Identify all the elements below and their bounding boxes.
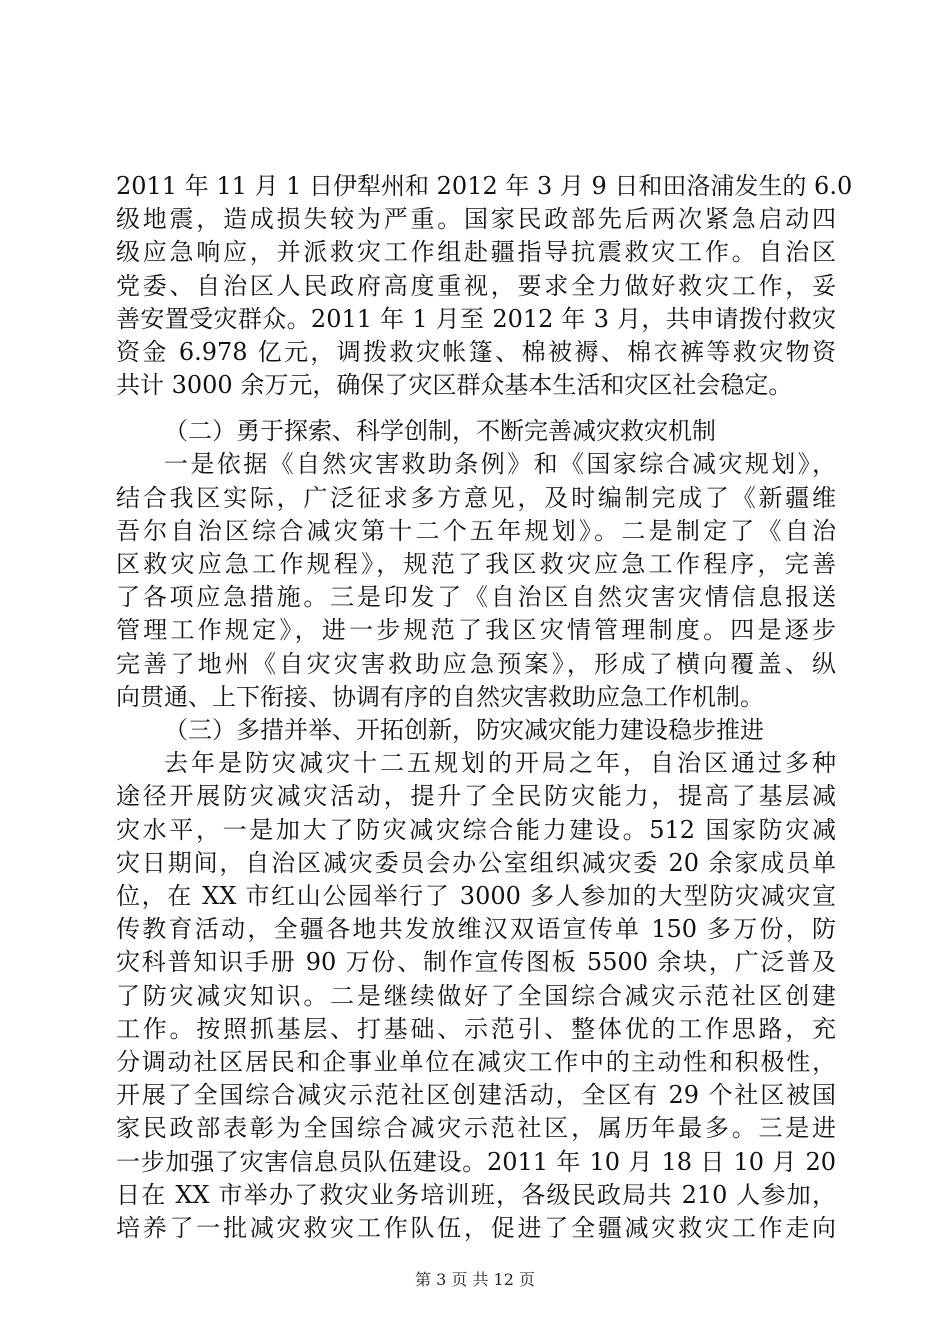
paragraph-line: 善安置受灾群众。2011 年 1 月至 2012 年 3 月，共申请拨付救灾 bbox=[116, 305, 836, 333]
page-footer: 第 3 页 共 12 页 bbox=[415, 1270, 535, 1289]
section-heading-3: （三）多措并举、开拓创新，防灾减灾能力建设稳步推进 bbox=[164, 716, 764, 744]
paragraph-line: 党委、自治区人民政府高度重视，要求全力做好救灾工作，妥 bbox=[116, 272, 836, 300]
paragraph-line: 一步加强了灾害信息员队伍建设。2011 年 10 月 18 日 10 月 20 bbox=[116, 1148, 836, 1176]
paragraph-line: 工作。按照抓基层、打基础、示范引、整体优的工作思路，充 bbox=[116, 1015, 836, 1043]
paragraph-line: 开展了全国综合减灾示范社区创建活动，全区有 29 个社区被国 bbox=[116, 1081, 836, 1109]
paragraph-line: 灾科普知识手册 90 万份、制作宣传图板 5500 余块，广泛普及 bbox=[116, 948, 836, 976]
paragraph-line: 完善了地州《自灾灾害救助应急预案》，形成了横向覆盖、纵 bbox=[116, 650, 836, 678]
paragraph-line: 途径开展防灾减灾活动，提升了全民防灾能力，提高了基层减 bbox=[116, 782, 836, 810]
paragraph-line: 结合我区实际，广泛征求多方意见，及时编制完成了《新疆维 bbox=[116, 484, 836, 512]
paragraph-line: 级应急响应，并派救灾工作组赴疆指导抗震救灾工作。自治区 bbox=[116, 238, 836, 266]
paragraph-line: 培养了一批减灾救灾工作队伍，促进了全疆减灾救灾工作走向 bbox=[116, 1214, 836, 1242]
paragraph-line: 日在 XX 市举办了救灾业务培训班，各级民政局共 210 人参加， bbox=[116, 1181, 836, 1209]
paragraph-line: 共计 3000 余万元，确保了灾区群众基本生活和灾区社会稳定。 bbox=[116, 371, 793, 399]
paragraph-line: 位，在 XX 市红山公园举行了 3000 多人参加的大型防灾减灾宣 bbox=[116, 882, 836, 910]
section-heading-2: （二）勇于探索、科学创制，不断完善减灾救灾机制 bbox=[164, 417, 716, 445]
paragraph-line: 灾水平，一是加大了防灾减灾综合能力建设。512 国家防灾减 bbox=[116, 816, 836, 844]
paragraph-line: 了各项应急措施。三是印发了《自治区自然灾害灾情信息报送 bbox=[116, 583, 836, 611]
paragraph-line: 2011 年 11 月 1 日伊犁州和 2012 年 3 月 9 日和田洛浦发生的 6.0 bbox=[116, 172, 853, 200]
paragraph-line: 向贯通、上下衔接、协调有序的自然灾害救助应急工作机制。 bbox=[116, 683, 764, 711]
paragraph-line: 传教育活动，全疆各地共发放维汉双语宣传单 150 多万份，防 bbox=[116, 915, 836, 943]
paragraph-line: 分调动社区居民和企事业单位在减灾工作中的主动性和积极性， bbox=[116, 1048, 836, 1076]
paragraph-line: 吾尔自治区综合减灾第十二个五年规划》。二是制定了《自治 bbox=[116, 517, 836, 545]
paragraph-line: 了防灾减灾知识。二是继续做好了全国综合减灾示范社区创建 bbox=[116, 982, 836, 1010]
paragraph-line: 管理工作规定》，进一步规范了我区灾情管理制度。四是逐步 bbox=[116, 616, 836, 644]
paragraph-line: 去年是防灾减灾十二五规划的开局之年，自治区通过多种 bbox=[164, 749, 836, 777]
paragraph-line: 一是依据《自然灾害救助条例》和《国家综合减灾规划》， bbox=[164, 450, 836, 478]
paragraph-line: 级地震，造成损失较为严重。国家民政部先后两次紧急启动四 bbox=[116, 205, 836, 233]
paragraph-line: 资金 6.978 亿元，调拨救灾帐篷、棉被褥、棉衣裤等救灾物资 bbox=[116, 338, 836, 366]
paragraph-line: 家民政部表彰为全国综合减灾示范社区，属历年最多。三是进 bbox=[116, 1114, 836, 1142]
paragraph-line: 区救灾应急工作规程》，规范了我区救灾应急工作程序，完善 bbox=[116, 550, 836, 578]
paragraph-line: 灾日期间，自治区减灾委员会办公室组织减灾委 20 余家成员单 bbox=[116, 849, 836, 877]
